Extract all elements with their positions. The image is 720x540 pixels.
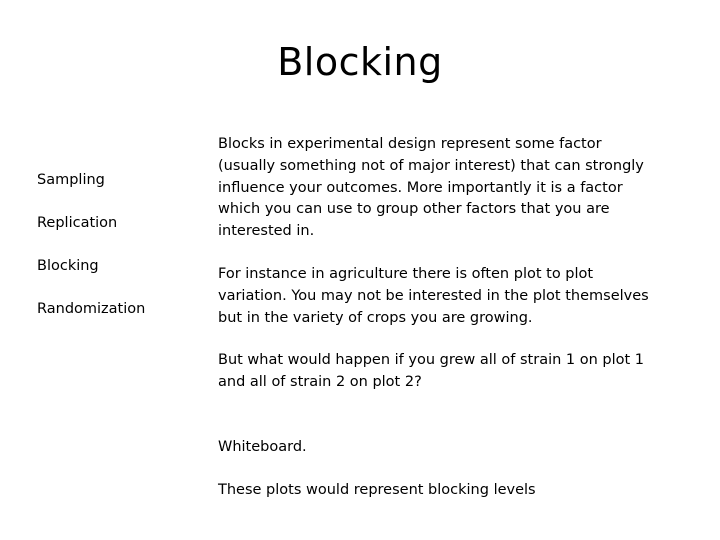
paragraph-question: But what would happen if you grew all of strain 1 on plot 1 and all of strain 2 on plot 2? xyxy=(218,352,645,390)
paragraph-whiteboard: Whiteboard. xyxy=(218,439,307,455)
topic-item-randomization: Randomization xyxy=(37,301,146,317)
topic-item-sampling: Sampling xyxy=(37,172,105,188)
topic-item-blocking: Blocking xyxy=(37,258,99,274)
paragraph-agriculture-example: For instance in agriculture there is often plot to plot variation. You may not be interested in the plot themselves but in the variety of crops you are growing. xyxy=(218,266,649,326)
paragraph-definition: Blocks in experimental design represent some factor (usually something not of major interest) that can strongly influence your outcomes. More importantly it is a factor which you can use to group other factors that you are interested in. xyxy=(218,136,644,240)
paragraph-conclusion: These plots would represent blocking levels xyxy=(218,482,536,498)
topic-item-replication: Replication xyxy=(37,215,118,231)
slide-title: Blocking xyxy=(277,40,443,84)
